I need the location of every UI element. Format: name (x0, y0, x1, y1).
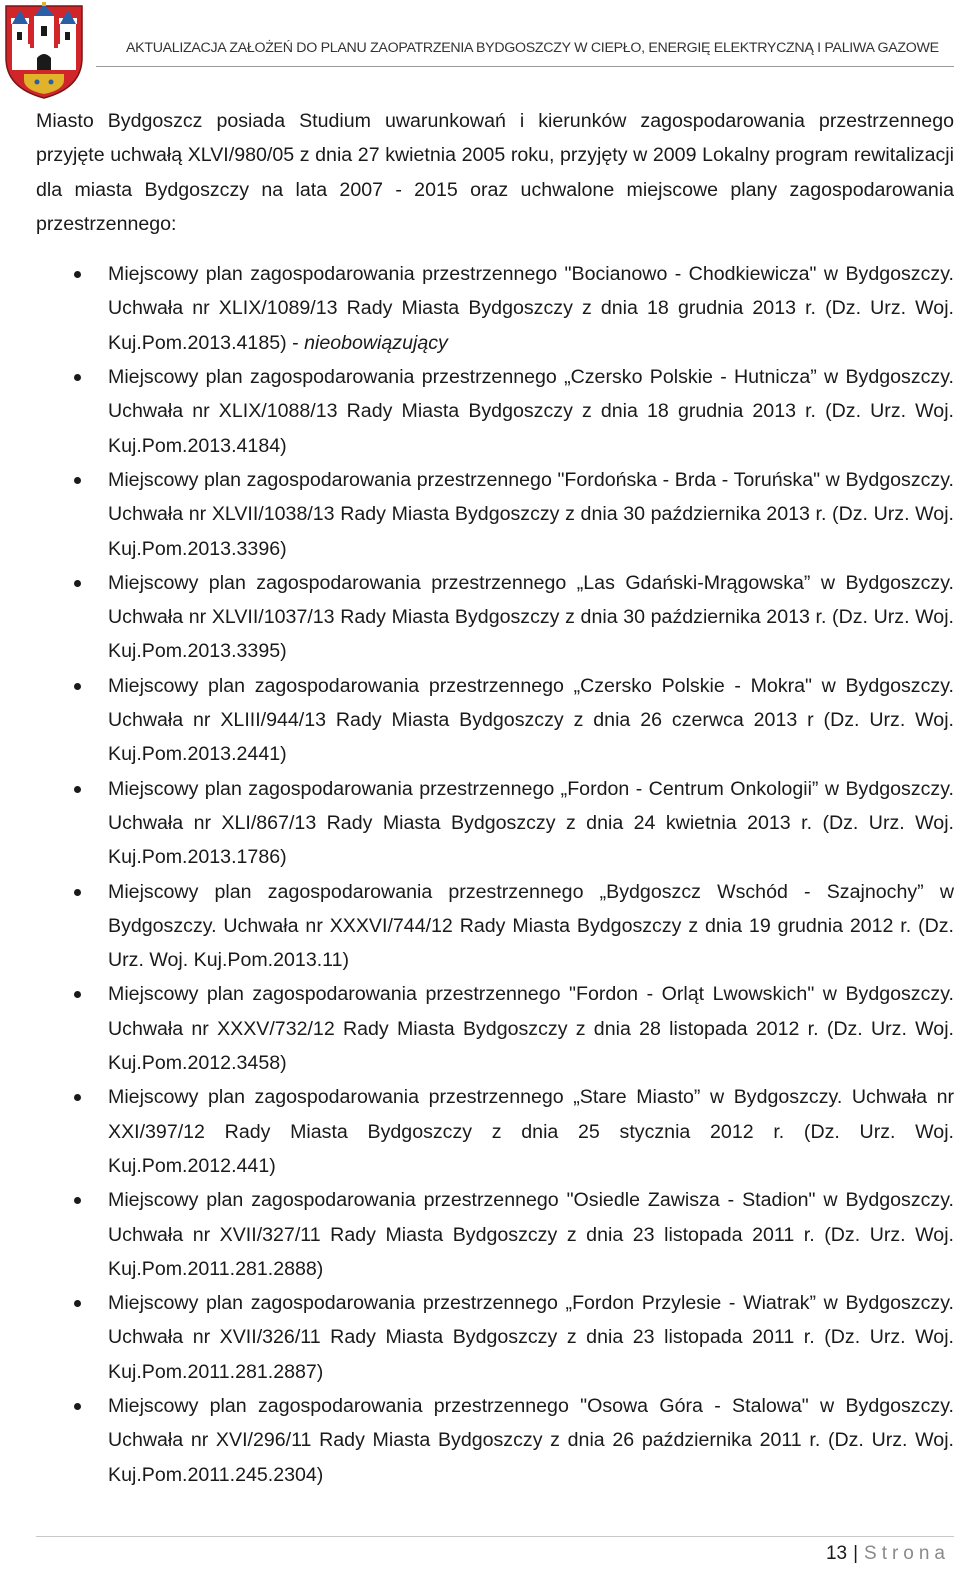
bullet-icon (74, 374, 81, 381)
list-item (36, 1183, 954, 1286)
plan-text: Miejscowy plan zagospodarowania przestrzennego "Fordońska - Brda - Toruńska" w Bydgoszczy. Uchwała nr XLVII/1038/13 Rady Miasta Bydgoszczy z dnia 30 października 2013 r. (Dz. Urz. Woj. Kuj.Pom.2013.3396) (108, 468, 954, 560)
plan-status: nieobowiązujący (304, 331, 448, 354)
bullet-icon (74, 786, 81, 793)
page-header (0, 0, 960, 100)
page-footer (826, 1543, 950, 1565)
bullet-icon (74, 580, 81, 587)
list-item (36, 977, 954, 1080)
list-item (36, 669, 954, 772)
header-divider (96, 66, 954, 67)
list-item (36, 1286, 954, 1389)
list-item (36, 875, 954, 978)
plan-text: Miejscowy plan zagospodarowania przestrzennego „Stare Miasto” w Bydgoszczy. Uchwała nr XXI/397/12 Rady Miasta Bydgoszczy z dnia 25 stycznia 2012 r. (Dz. Urz. Woj. Kuj.Pom.2012.441) (108, 1086, 954, 1177)
list-item (36, 566, 954, 669)
plan-text: Miejscowy plan zagospodarowania przestrzennego „Fordon - Centrum Onkologii” w Bydgoszczy. Uchwała nr XLI/867/13 Rady Miasta Bydgoszczy z dnia 24 kwietnia 2013 r. (Dz. Urz. Woj. Kuj.Pom.2013.1786) (108, 777, 954, 869)
bullet-icon (74, 477, 81, 484)
bullet-icon (74, 271, 81, 278)
page-label: Strona (864, 1543, 950, 1564)
list-item (36, 463, 954, 566)
city-coat-of-arms-icon (2, 2, 86, 100)
list-item (36, 257, 954, 360)
plan-text: Miejscowy plan zagospodarowania przestrzennego „Las Gdański-Mrągowska” w Bydgoszczy. Uchwała nr XLVII/1037/13 Rady Miasta Bydgoszczy z dnia 30 października 2013 r. (Dz. Urz. Woj. Kuj.Pom.2013.3395) (108, 571, 954, 663)
list-item (36, 772, 954, 875)
list-item (36, 1389, 954, 1492)
plan-text: Miejscowy plan zagospodarowania przestrzennego „Czersko Polskie - Mokra" w Bydgoszczy. Uchwała nr XLIII/944/13 Rady Miasta Bydgoszczy z dnia 26 czerwca 2013 r (Dz. Urz. Woj. Kuj.Pom.2013.2441) (108, 674, 954, 766)
bullet-icon (74, 1197, 81, 1204)
plan-text: Miejscowy plan zagospodarowania przestrzennego „Czersko Polskie - Hutnicza” w Bydgoszczy. Uchwała nr XLIX/1088/13 Rady Miasta Bydgoszczy z dnia 18 grudnia 2013 r. (Dz. Urz. Woj. Kuj.Pom.2013.4184) (108, 366, 954, 457)
plan-text: Miejscowy plan zagospodarowania przestrzennego „Bydgoszcz Wschód - Szajnochy” w Bydgoszczy. Uchwała nr XXXVI/744/12 Rady Miasta Bydgoszczy z dnia 19 grudnia 2012 r. (Dz. Urz. Woj. Kuj.Pom.2013.11) (108, 880, 954, 972)
plan-text: Miejscowy plan zagospodarowania przestrzennego "Osowa Góra - Stalowa" w Bydgoszczy. Uchwała nr XVI/296/11 Rady Miasta Bydgoszczy z dnia 26 października 2011 r. (Dz. Urz. Woj. Kuj.Pom.2011.245.2304) (108, 1394, 954, 1486)
plan-text: Miejscowy plan zagospodarowania przestrzennego "Osiedle Zawisza - Stadion" w Bydgoszczy. Uchwała nr XVII/327/11 Rady Miasta Bydgoszczy z dnia 23 listopada 2011 r. (Dz. Urz. Woj. Kuj.Pom.2011.281.2888) (108, 1189, 954, 1280)
page-separator: | (853, 1543, 859, 1564)
list-item (36, 360, 954, 463)
plan-text: Miejscowy plan zagospodarowania przestrzennego „Fordon Przylesie - Wiatrak” w Bydgoszczy. Uchwała nr XVII/326/11 Rady Miasta Bydgoszczy z dnia 23 listopada 2011 r. (Dz. Urz. Woj. Kuj.Pom.2011.281.2887) (108, 1292, 954, 1383)
document-body (36, 104, 954, 1492)
footer-divider (36, 1536, 954, 1537)
bullet-icon (74, 991, 81, 998)
zoning-plan-list (36, 257, 954, 1492)
plan-text: Miejscowy plan zagospodarowania przestrzennego "Bocianowo - Chodkiewicza" w Bydgoszczy. Uchwała nr XLIX/1089/13 Rady Miasta Bydgoszczy z dnia 18 grudnia 2013 r. (Dz. Urz. Woj. Kuj.Pom.2013.4185) - (108, 263, 954, 354)
bullet-icon (74, 1094, 81, 1101)
document-header-title: AKTUALIZACJA ZAŁOŻEŃ DO PLANU ZAOPATRZENIA BYDGOSZCZY W CIEPŁO, ENERGIĘ ELEKTRYCZNĄ I PALIWA GAZOWE (126, 40, 939, 56)
bullet-icon (74, 683, 81, 690)
list-item (36, 1080, 954, 1183)
page-number: 13 (825, 1543, 848, 1564)
intro-paragraph: Miasto Bydgoszcz posiada Studium uwarunkowań i kierunków zagospodarowania przestrzennego przyjęte uchwałą XLVI/980/05 z dnia 27 kwietnia 2005 roku, przyjęty w 2009 Lokalny program rewitalizacji dla miasta Bydgoszczy na lata 2007 - 2015 oraz uchwalone miejscowe plany zagospodarowania przestrzennego: (36, 110, 954, 235)
bullet-icon (74, 889, 81, 896)
bullet-icon (74, 1403, 81, 1410)
plan-text: Miejscowy plan zagospodarowania przestrzennego "Fordon - Orląt Lwowskich" w Bydgoszczy. Uchwała nr XXXV/732/12 Rady Miasta Bydgoszczy z dnia 28 listopada 2012 r. (Dz. Urz. Woj. Kuj.Pom.2012.3458) (108, 983, 954, 1075)
bullet-icon (74, 1300, 81, 1307)
